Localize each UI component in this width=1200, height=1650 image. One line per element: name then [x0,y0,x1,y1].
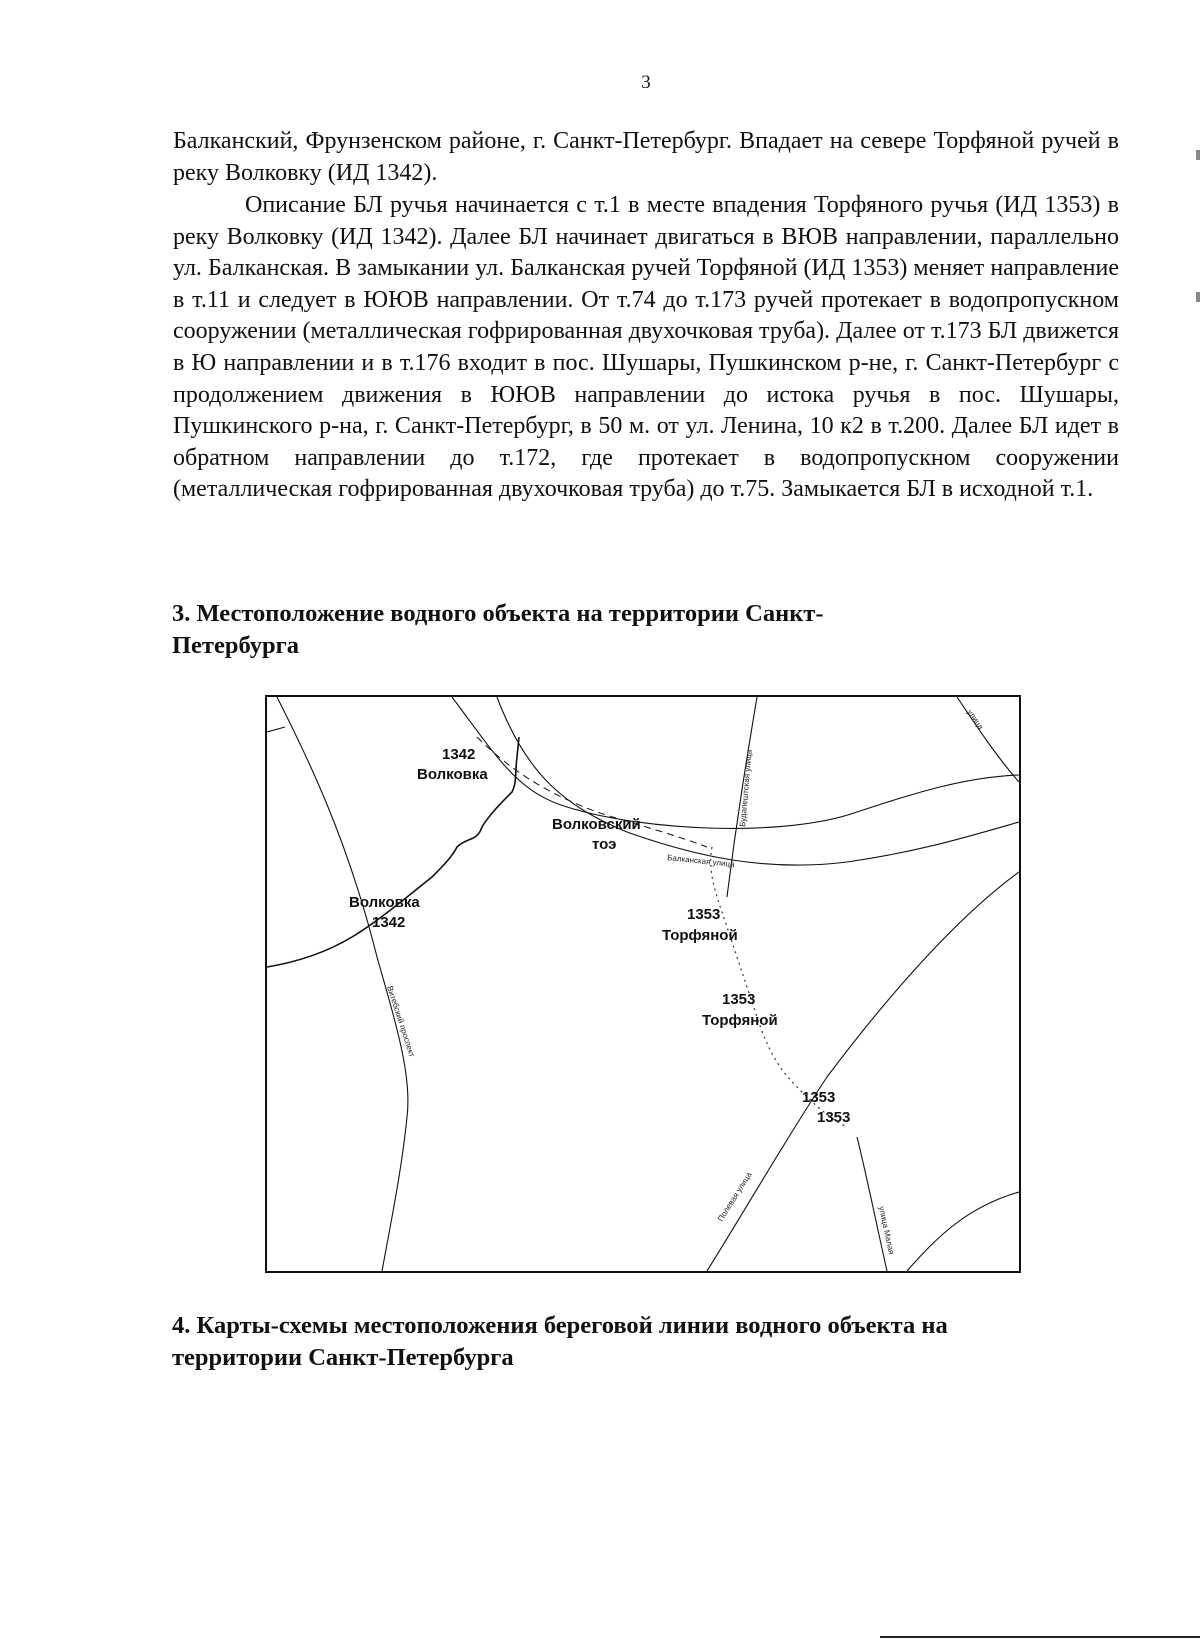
paragraph-continuation: Балканский, Фрунзенском районе, г. Санкт-Петербург. Впадает на севере Торфяной ручей в реку Волковку (ИД 1342). [173,128,1119,186]
label-street-bottom-right: улица Малая [877,1205,897,1256]
label-street-balkanskaya: Балканская улица [666,853,735,870]
label-torfyanoy-2-name: Торфяной [702,1012,778,1029]
road-bottom-corner [907,1192,1019,1271]
label-torfyanoy-1-name: Торфяной [662,927,738,944]
label-volkovsky-road: Волковский [552,816,641,833]
location-map [265,695,1021,1273]
label-volkovsky-road-2: тоэ [592,836,617,853]
label-torfyanoy-1-id: 1353 [687,906,721,923]
road-top-right [957,697,1019,782]
volkovsky-road-south [497,697,1019,865]
road-bottom-right [857,1137,887,1271]
label-bottom-id-2: 1353 [817,1109,851,1126]
label-volkovka-top-id: 1342 [442,746,476,763]
page-number: 3 [641,72,651,93]
label-bottom-id-1: 1353 [802,1089,836,1106]
map-drawing [267,697,1019,1271]
volkovsky-road-north [452,697,1019,828]
scan-artifact-line [880,1636,1200,1638]
road-top-left-corner [267,727,285,732]
label-torfyanoy-2-id: 1353 [722,991,756,1008]
label-volkovka-left-name: Волковка [349,894,420,911]
torfyanoy-stream [711,847,847,1127]
label-street-top-right: улица [965,707,986,732]
label-street-vertical: Будапештская улица [738,749,754,828]
scan-edge-mark [1196,150,1200,160]
scan-edge-mark [1196,292,1200,302]
section-4-heading: 4. Карты-схемы местоположения береговой линии водного объекта на территории Санкт-Петербурга [172,1312,948,1371]
label-volkovka-left-id: 1342 [372,914,406,931]
label-volkovka-top-name: Волковка [417,766,488,783]
road-right-curve [707,872,1019,1271]
label-street-polevaya: Полевая улица [716,1170,754,1224]
paragraph-description: Описание БЛ ручья начинается с т.1 в месте впадения Торфяного ручья (ИД 1353) в реку Волковку (ИД 1342). Далее БЛ начинает двигаться в ВЮВ направлении, параллельно ул. Балканская. В замыкании ул. Балканская ручей Торфяной (ИД 1353) меняет направление в т.11 и следует в ЮЮВ направлении. От т.74 до т.173 ручей протекает в водопропускном сооружении (металлическая гофрированная двухочковая труба). Далее от т.173 БЛ движется в Ю направлении и в т.176 входит в пос. Шушары, Пушкинском р-не, г. Санкт-Петербург с продолжением движения в ЮЮВ направлении до истока ручья в пос. Шушары, Пушкинского р-на, г. Санкт-Петербург, в 50 м. от ул. Ленина, 10 к2 в т.200. Далее БЛ идет в обратном направлении до т.172, где протекает в водопропускном сооружении (металлическая гофрированная двухочковая труба) до т.75. Замыкается БЛ в исходной т.1. [173,192,1119,503]
road-left-diagonal [277,697,408,1271]
label-street-left: Витебский проспект [385,984,417,1059]
section-3-heading: 3. Местоположение водного объекта на территории Санкт-Петербурга [172,600,824,659]
